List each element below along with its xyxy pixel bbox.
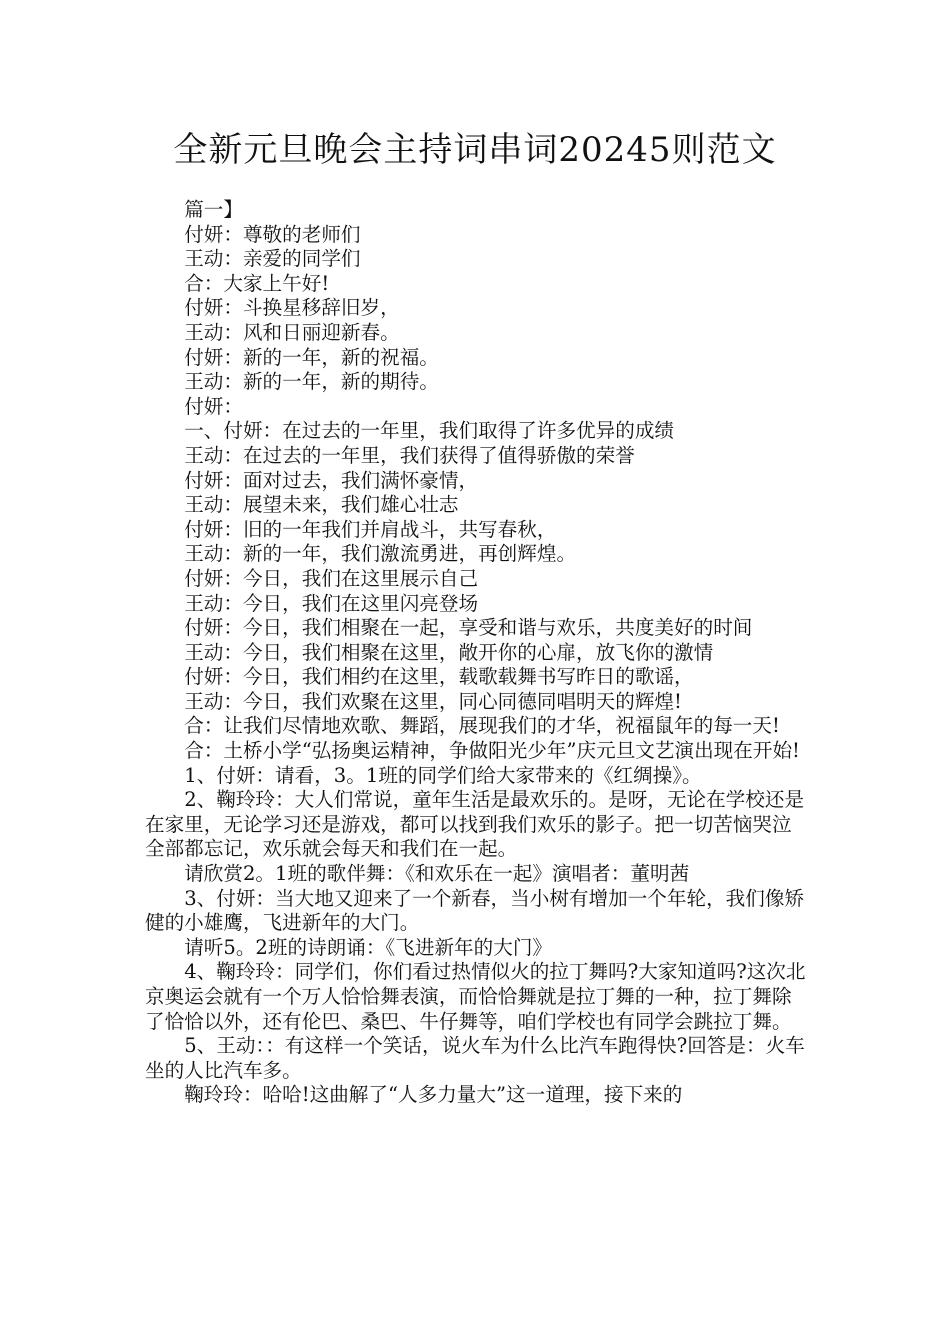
paragraph: 合：大家上午好! xyxy=(184,271,330,295)
paragraph: 篇一】 xyxy=(184,198,243,221)
paragraph: 2、鞠玲玲：大人们常说，童年生活是最欢乐的。是呀，无论在学校还是在家里，无论学习还是游戏，都可以找到我们欢乐的影子。把一切苦恼哭泣全部都忘记，欢乐就会每天和我们在一起。 xyxy=(145,788,805,861)
paragraph: 付妍： xyxy=(184,394,243,418)
paragraph: 请听5。2班的诗朗诵：《飞进新年的大门》 xyxy=(184,935,553,959)
paragraph: 鞠玲玲：哈哈!这曲解了“人多力量大”这一道理，接下来的 xyxy=(184,1083,683,1107)
paragraph: 王动：新的一年，新的期待。 xyxy=(184,370,439,394)
paragraph: 请欣赏2。1班的歌伴舞：《和欢乐在一起》演唱者：董明茜 xyxy=(184,862,690,886)
paragraph: 3、付妍：当大地又迎来了一个新春，当小树有增加一个年轮，我们像矫健的小雄鹰，飞进新年的大门。 xyxy=(145,886,805,935)
document-body xyxy=(145,198,810,1108)
paragraph: 王动：风和日丽迎新春。 xyxy=(184,320,400,344)
paragraph: 付妍：今日，我们在这里展示自己 xyxy=(184,566,479,590)
document-title: 全新元旦晚会主持词串词20245则范文 xyxy=(173,130,777,170)
paragraph: 付妍：面对过去，我们满怀豪情， xyxy=(184,468,479,492)
paragraph: 一、付妍：在过去的一年里，我们取得了许多优异的成绩 xyxy=(184,419,675,443)
paragraph: 4、鞠玲玲：同学们，你们看过热情似火的拉丁舞吗?大家知道吗?这次北京奥运会就有一个万人恰恰舞表演，而恰恰舞就是拉丁舞的一种，拉丁舞除了恰恰以外，还有伦巴、桑巴、牛仔舞等，咱们学校也有同学会跳拉丁舞。 xyxy=(145,960,806,1033)
paragraph: 付妍：新的一年，新的祝福。 xyxy=(184,345,439,369)
paragraph: 付妍：今日，我们相聚在一起，享受和谐与欢乐，共度美好的时间 xyxy=(184,616,753,640)
paragraph: 合：让我们尽情地欢歌、舞蹈，展现我们的才华，祝福鼠年的每一天! xyxy=(184,714,780,738)
paragraph: 付妍：今日，我们相约在这里，载歌载舞书写昨日的歌谣， xyxy=(184,665,694,689)
paragraph: 王动：今日，我们相聚在这里，敞开你的心扉，放飞你的激情 xyxy=(184,640,714,664)
paragraph: 付妍：旧的一年我们并肩战斗，共写春秋， xyxy=(184,517,557,541)
paragraph: 王动：亲爱的同学们 xyxy=(184,247,361,271)
paragraph: 付妍：尊敬的老师们 xyxy=(184,222,361,246)
paragraph: 王动：展望未来，我们雄心壮志 xyxy=(184,493,459,517)
paragraph: 合：土桥小学“弘扬奥运精神，争做阳光少年”庆元旦文艺演出现在开始! xyxy=(184,739,800,763)
paragraph: 1、付妍：请看，3。1班的同学们给大家带来的《红绸操》。 xyxy=(184,763,702,787)
paragraph: 5、王动：：有这样一个笑话，说火车为什么比汽车跑得快?回答是：火车坐的人比汽车多。 xyxy=(145,1034,805,1082)
paragraph: 付妍：斗换星移辞旧岁， xyxy=(184,296,400,320)
paragraph: 王动：今日，我们在这里闪亮登场 xyxy=(184,591,479,615)
paragraph: 王动：在过去的一年里，我们获得了值得骄傲的荣誉 xyxy=(184,443,635,467)
paragraph: 王动：今日，我们欢聚在这里，同心同德同唱明天的辉煌! xyxy=(184,689,682,713)
paragraph: 王动：新的一年，我们激流勇进，再创辉煌。 xyxy=(184,542,577,566)
